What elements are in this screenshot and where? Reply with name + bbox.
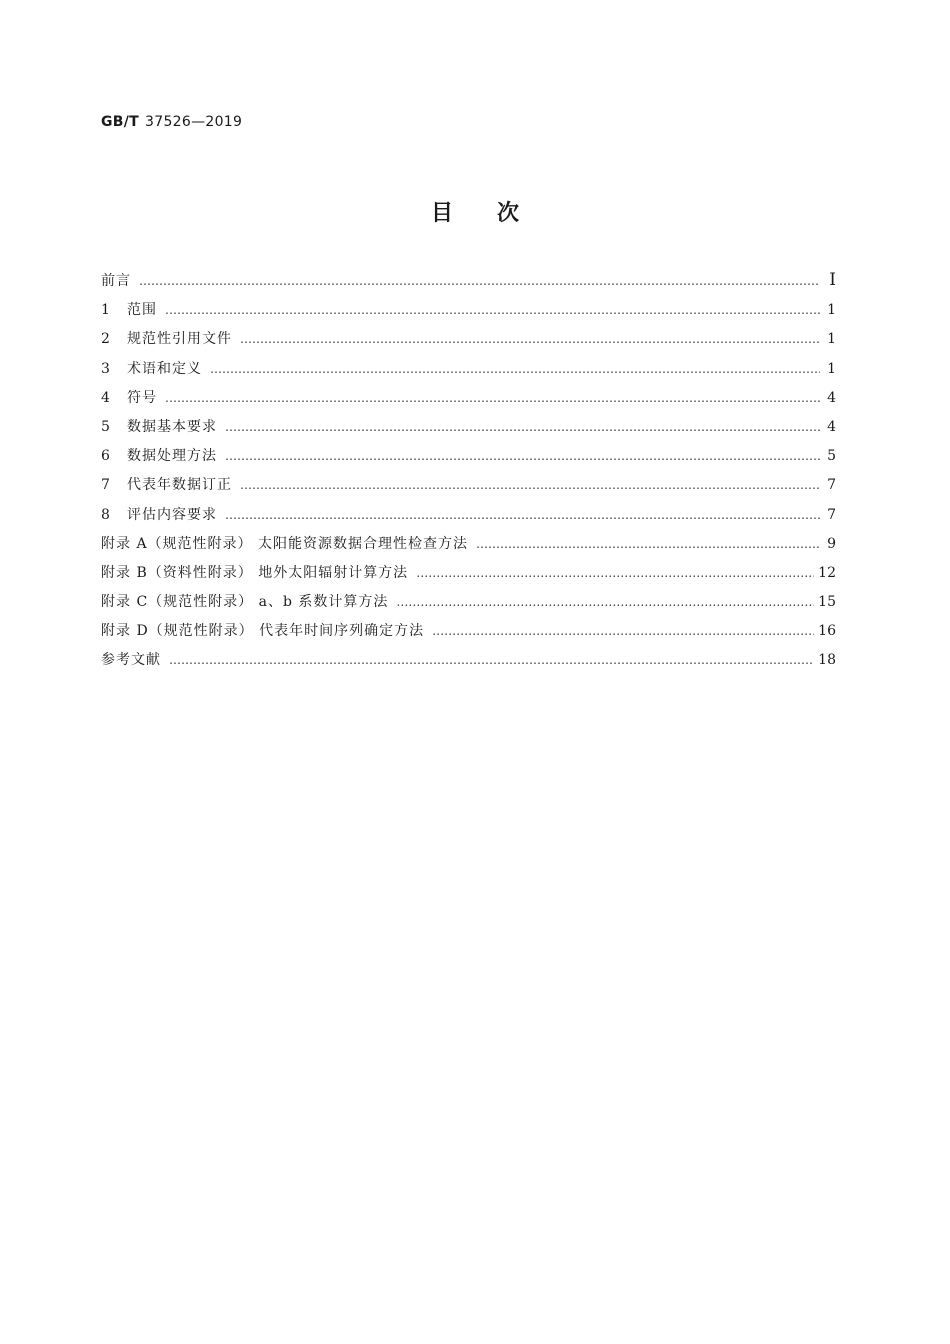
standard-number: 37526—2019 <box>145 114 243 130</box>
toc-leader <box>432 624 814 638</box>
toc-label: 前言 <box>101 273 131 289</box>
toc-entry-appendix-c[interactable] <box>101 591 836 620</box>
toc-entry-5[interactable] <box>101 416 836 445</box>
toc-entry-references[interactable] <box>101 649 836 678</box>
toc-page: 12 <box>818 564 836 581</box>
toc-leader <box>476 537 820 551</box>
toc-label: 符号 <box>127 389 157 406</box>
toc-number: 3 <box>101 360 110 377</box>
toc-number: 2 <box>101 331 110 348</box>
standard-prefix: GB/T <box>101 114 140 130</box>
toc-page: 4 <box>827 389 836 406</box>
toc-page: 16 <box>818 623 836 640</box>
toc-leader <box>165 391 820 405</box>
toc-entry-8[interactable] <box>101 504 836 533</box>
toc-page: Ⅰ <box>829 270 836 290</box>
table-of-contents <box>101 270 836 679</box>
toc-label: 范围 <box>127 302 157 319</box>
toc-entry-appendix-a[interactable] <box>101 533 836 562</box>
toc-label: 参考文献 <box>101 652 161 669</box>
toc-page: 7 <box>827 477 836 494</box>
toc-leader <box>416 566 814 580</box>
toc-entry-foreword[interactable] <box>101 270 836 299</box>
toc-page: 9 <box>827 535 836 552</box>
toc-page: 15 <box>818 594 836 611</box>
toc-label: 附录 A（规范性附录） 太阳能资源数据合理性检查方法 <box>101 535 469 552</box>
toc-leader <box>139 274 820 288</box>
toc-page: 1 <box>827 360 836 377</box>
toc-label: 术语和定义 <box>127 360 202 377</box>
toc-number: 4 <box>101 389 110 406</box>
toc-label: 附录 C（规范性附录） a、b 系数计算方法 <box>101 594 389 611</box>
toc-entry-4[interactable] <box>101 387 836 416</box>
toc-leader <box>165 303 820 317</box>
toc-entry-appendix-d[interactable] <box>101 620 836 649</box>
toc-leader <box>225 420 820 434</box>
toc-page: 1 <box>827 302 836 319</box>
toc-number: 5 <box>101 418 110 435</box>
toc-leader <box>225 508 820 522</box>
toc-label: 数据处理方法 <box>127 448 217 465</box>
toc-label: 附录 D（规范性附录） 代表年时间序列确定方法 <box>101 623 425 640</box>
toc-label: 数据基本要求 <box>127 418 217 435</box>
page-title: 目次 <box>430 201 563 226</box>
toc-page: 1 <box>827 331 836 348</box>
toc-leader <box>210 362 820 376</box>
toc-number: 8 <box>101 506 110 523</box>
toc-entry-6[interactable] <box>101 445 836 474</box>
toc-entry-3[interactable] <box>101 358 836 387</box>
toc-leader <box>240 478 820 492</box>
toc-leader <box>396 595 814 609</box>
toc-page: 4 <box>827 418 836 435</box>
standard-code <box>101 114 242 130</box>
toc-label: 附录 B（资料性附录） 地外太阳辐射计算方法 <box>101 564 409 581</box>
toc-leader <box>169 653 814 667</box>
toc-entry-1[interactable] <box>101 299 836 328</box>
toc-label: 评估内容要求 <box>127 506 217 523</box>
toc-label: 代表年数据订正 <box>127 477 232 494</box>
toc-leader <box>240 332 820 346</box>
toc-entry-7[interactable] <box>101 474 836 503</box>
toc-page: 18 <box>818 652 836 669</box>
toc-entry-appendix-b[interactable] <box>101 562 836 591</box>
toc-entry-2[interactable] <box>101 328 836 357</box>
toc-number: 7 <box>101 477 110 494</box>
toc-page: 7 <box>827 506 836 523</box>
toc-leader <box>225 449 820 463</box>
toc-number: 1 <box>101 302 110 319</box>
toc-number: 6 <box>101 448 110 465</box>
toc-page: 5 <box>827 448 836 465</box>
toc-label: 规范性引用文件 <box>127 331 232 348</box>
